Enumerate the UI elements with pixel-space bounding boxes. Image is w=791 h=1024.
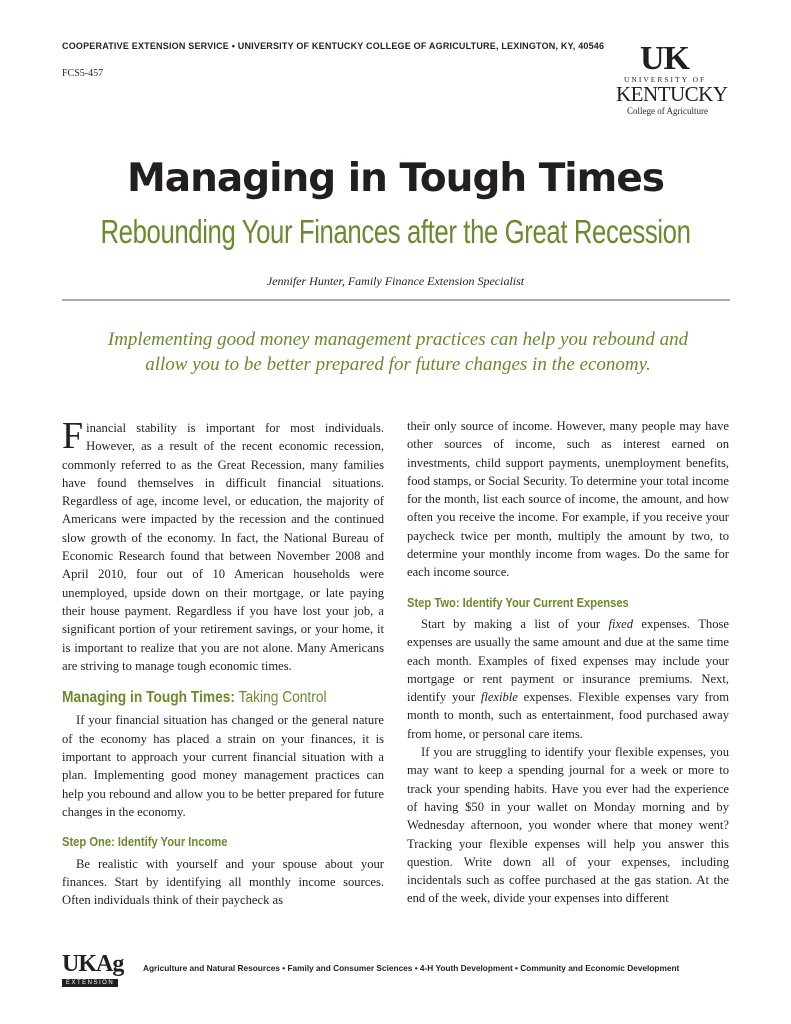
step-two-text-c: expenses. Flexible expenses vary from month to month, such as entertainment, food purchased away from home, or personal care items. [407, 690, 729, 741]
step-two-text-a: Start by making a list of your [421, 616, 609, 631]
paragraph-step-one-cont: their only source of income. However, many people may have other sources of income, such as interest earned on investments, child support payments, unemployment benefits, food stamps, or Social Security. To determine your total income for the month, list each source of income, the amount, and how often you receive the income. For example, if you receive your paycheck twice per month, multiply the amount by two, to determine your monthly income from wages. Do the same for each income source. [407, 419, 729, 580]
ukag-wordmark: UKAg [62, 951, 124, 977]
header-org-line [62, 41, 604, 51]
paragraph-taking-control: If your financial situation has changed or the general nature of the economy has placed a strain on your finances, it is important to approach your current financial situation with a plan. Implementing good money management practices can help you rebound and allow you to be better prepared for future changes in the economy. [62, 713, 384, 819]
term-flexible: flexible [480, 690, 518, 705]
heading-step-one: Step One: Identify Your Income [62, 834, 228, 850]
term-fixed: fixed [608, 616, 634, 631]
logo-university-of: UNIVERSITY OF [624, 75, 707, 84]
lead-quote: Implementing good money management practices can help you rebound and allow you to be better prepared for future changes in the economy. [107, 329, 689, 375]
paragraph-step-two-journal: If you are struggling to identify your flexible expenses, you may want to keep a spending journal for a week or more to track your spending habits. Have you ever had the experience of having $50 in your wallet on Monday morning and by Wednesday afternoon, you wonder where that money went? Tracking your flexible expenses will help you answer this question. Write down all of your expenses, including incidentals such as coffee purchased at the gas station. At the end of the week, divide your expenses into different [407, 745, 729, 906]
intro-paragraph [62, 415, 384, 675]
ukag-extension-logo [62, 951, 130, 989]
org-name: COOPERATIVE EXTENSION SERVICE [62, 41, 230, 51]
paragraph-step-one: Be realistic with yourself and your spouse about your finances. Start by identifying all monthly income sources. Often individuals think of their paycheck as [62, 856, 384, 908]
column-left [62, 415, 384, 909]
step-two-text-b: expenses. Those expenses are usually the same amount and due at the same time each month. Examples of fixed expenses may include your mortgage or rent payment or insurance premiums. Next, identify your [407, 616, 729, 705]
author-line: Jennifer Hunter, Family Finance Extension Specialist [266, 274, 525, 288]
heading-thin-part: Taking Control [235, 689, 327, 707]
org-address: • UNIVERSITY OF KENTUCKY COLLEGE OF AGRICULTURE, LEXINGTON, KY, 40546 [229, 41, 605, 51]
footer-programs: Agriculture and Natural Resources • Family and Consumer Sciences • 4-H Youth Development • Community and Economic Development [143, 963, 680, 973]
document-title: Managing in Tough Times [127, 156, 664, 201]
logo-college: College of Agriculture [627, 106, 708, 116]
uk-college-logo [614, 40, 732, 120]
section-heading-taking-control [62, 689, 339, 707]
column-right [407, 417, 729, 908]
paragraph-step-two [407, 615, 729, 743]
uk-logo-mark: UK [640, 40, 689, 77]
extension-label: EXTENSION [62, 979, 118, 987]
divider-rule [62, 299, 730, 301]
drop-cap: F [62, 415, 84, 457]
intro-text: inancial stability is important for most individuals. However, as a result of the recent economic recession, commonly referred to as the Great Recession, many families have found themselves in difficult financial situations. Regardless of age, income level, or education, the majority of Americans were impacted by the recession and the continued slow growth of the economy. In fact, the National Bureau of Economic Research found that between November 2008 and April 2010, four out of 10 American households were unemployed, upside down on their mortgage, or late paying their house payment. Regardless if you have lost your job, a significant portion of your retirement savings, or your home, it is important to realize that you are not alone. Many Americans are striving to manage tough economic times. [62, 421, 384, 673]
logo-kentucky: KENTUCKY [616, 82, 728, 106]
publication-number: FCS5-457 [62, 68, 104, 79]
document-subtitle: Rebounding Your Finances after the Great Recession [100, 213, 691, 250]
heading-bold-part: Managing in Tough Times: [62, 689, 236, 707]
heading-step-two: Step Two: Identify Your Current Expenses [407, 594, 629, 610]
